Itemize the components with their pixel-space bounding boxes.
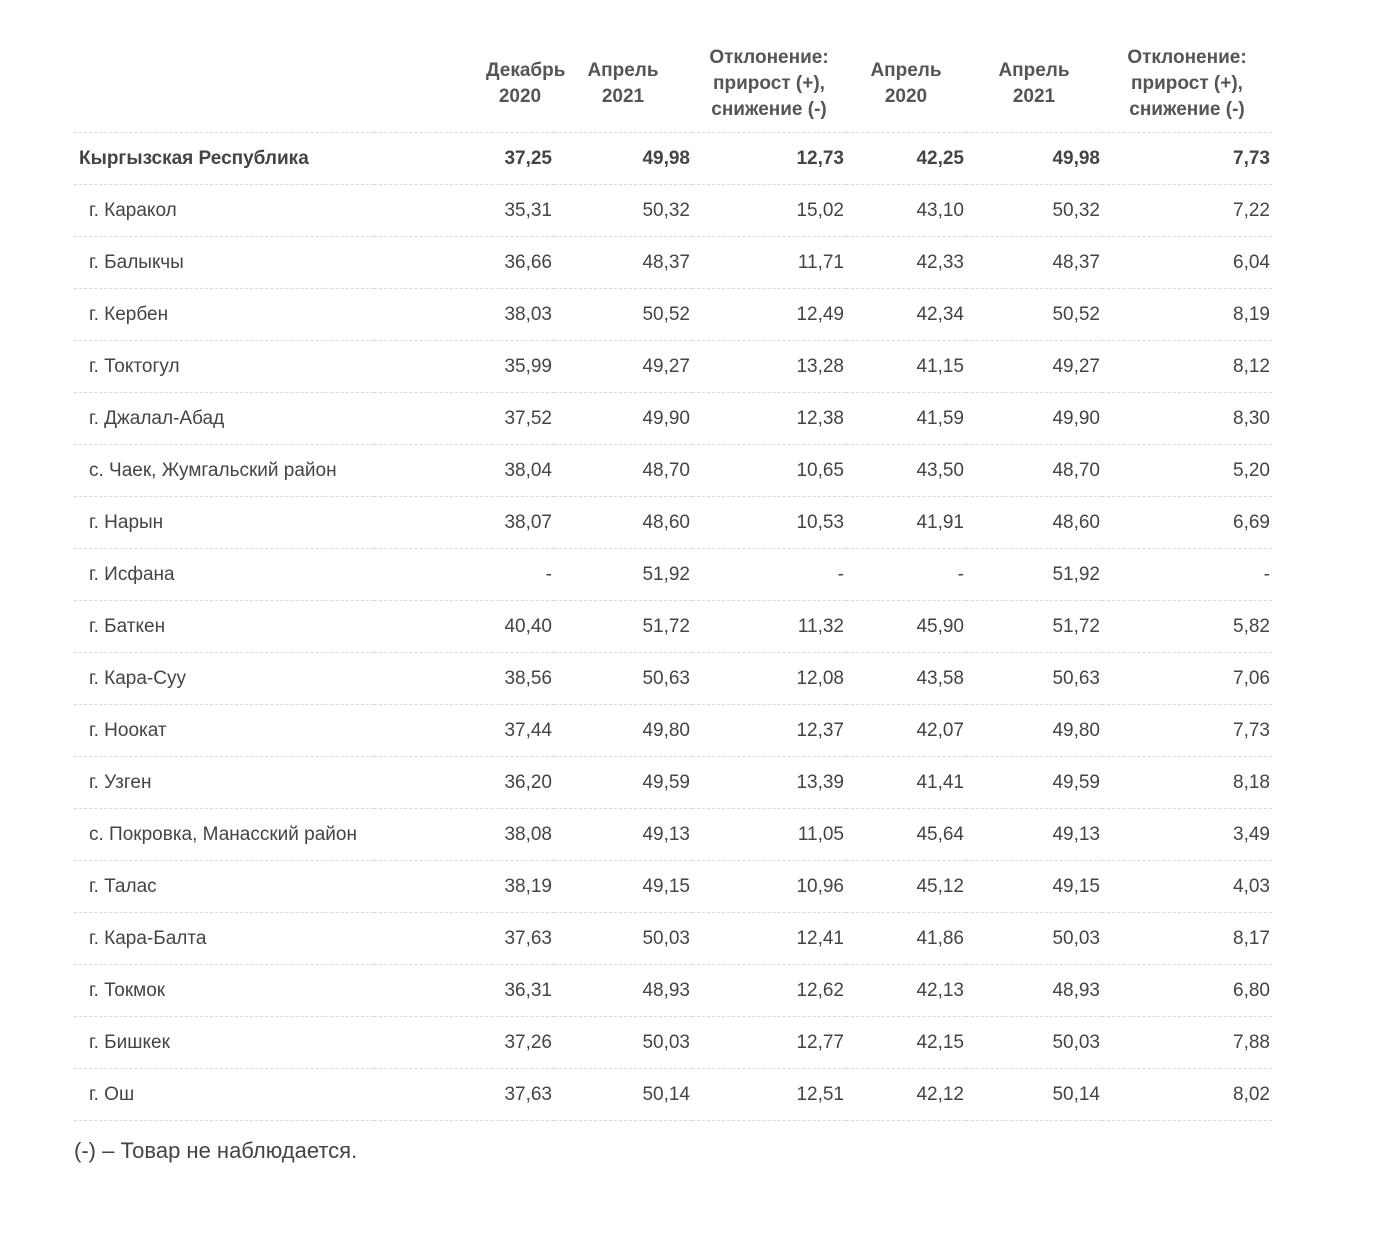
table-row <box>74 965 1272 1017</box>
value-cell: 7,88 <box>1102 1017 1272 1069</box>
footnote: (-) – Товар не наблюдается. <box>74 1138 358 1163</box>
value-cell: 12,49 <box>692 289 846 341</box>
region-cell: г. Токтогул <box>74 341 374 393</box>
value-cell: 37,63 <box>374 1069 554 1121</box>
value-cell: 8,19 <box>1102 289 1272 341</box>
region-cell: г. Талас <box>74 861 374 913</box>
region-cell: г. Нарын <box>74 497 374 549</box>
header-line: Отклонение: <box>709 47 829 68</box>
value-cell: 8,18 <box>1102 757 1272 809</box>
region-cell: г. Баткен <box>74 601 374 653</box>
value-cell: 45,64 <box>846 809 966 861</box>
value-cell: 50,03 <box>554 1017 692 1069</box>
table-row <box>74 809 1272 861</box>
value-cell: 37,63 <box>374 913 554 965</box>
value-cell: 48,70 <box>966 445 1102 497</box>
value-cell: 12,41 <box>692 913 846 965</box>
region-cell: г. Бишкек <box>74 1017 374 1069</box>
header-line: 2020 <box>498 86 542 107</box>
table-row <box>74 445 1272 497</box>
value-cell: 7,22 <box>1102 185 1272 237</box>
header-line: Апрель <box>870 60 942 81</box>
header-line: Апрель <box>998 60 1070 81</box>
value-cell: 8,17 <box>1102 913 1272 965</box>
value-cell: 43,50 <box>846 445 966 497</box>
region-cell: с. Чаек, Жумгальский район <box>74 445 374 497</box>
header-line: 2020 <box>884 86 928 107</box>
header-line: Апрель <box>587 60 659 81</box>
value-cell: 12,37 <box>692 705 846 757</box>
header-line: снижение (-) <box>711 99 827 120</box>
value-cell: 42,07 <box>846 705 966 757</box>
table-row <box>74 861 1272 913</box>
header-line: 2021 <box>601 86 645 107</box>
table-row <box>74 549 1272 601</box>
value-cell: 41,59 <box>846 393 966 445</box>
value-cell: 50,03 <box>966 1017 1102 1069</box>
value-cell: 38,19 <box>374 861 554 913</box>
value-cell: 51,92 <box>554 549 692 601</box>
value-cell: 50,32 <box>966 185 1102 237</box>
value-cell: 49,59 <box>554 757 692 809</box>
value-cell: 50,63 <box>554 653 692 705</box>
region-cell: г. Ош <box>74 1069 374 1121</box>
value-cell: 49,59 <box>966 757 1102 809</box>
value-cell: - <box>374 549 554 601</box>
value-cell: - <box>692 549 846 601</box>
value-cell: 42,25 <box>846 133 966 185</box>
value-cell: 50,03 <box>966 913 1102 965</box>
value-cell: 49,13 <box>966 809 1102 861</box>
table-row <box>74 237 1272 289</box>
header-col-3 <box>692 36 846 133</box>
header-line: прирост (+), <box>1131 73 1243 94</box>
region-cell: г. Узген <box>74 757 374 809</box>
value-cell: 48,70 <box>554 445 692 497</box>
header-col-5 <box>966 36 1102 133</box>
value-cell: 10,65 <box>692 445 846 497</box>
value-cell: 7,73 <box>1102 705 1272 757</box>
value-cell: 50,14 <box>554 1069 692 1121</box>
value-cell: 36,66 <box>374 237 554 289</box>
value-cell: 49,27 <box>554 341 692 393</box>
value-cell: 12,51 <box>692 1069 846 1121</box>
value-cell: 41,15 <box>846 341 966 393</box>
value-cell: 11,05 <box>692 809 846 861</box>
value-cell: 8,30 <box>1102 393 1272 445</box>
region-cell: г. Токмок <box>74 965 374 1017</box>
value-cell: 38,08 <box>374 809 554 861</box>
value-cell: 12,08 <box>692 653 846 705</box>
region-cell: г. Джалал-Абад <box>74 393 374 445</box>
table-row <box>74 185 1272 237</box>
value-cell: 41,86 <box>846 913 966 965</box>
region-cell: г. Исфана <box>74 549 374 601</box>
table-row <box>74 393 1272 445</box>
value-cell: 50,03 <box>554 913 692 965</box>
value-cell: 5,82 <box>1102 601 1272 653</box>
header-col-2 <box>554 36 692 133</box>
value-cell: 40,40 <box>374 601 554 653</box>
header-line: Отклонение: <box>1127 47 1247 68</box>
table-row <box>74 705 1272 757</box>
value-cell: 42,12 <box>846 1069 966 1121</box>
value-cell: 42,33 <box>846 237 966 289</box>
value-cell: 12,62 <box>692 965 846 1017</box>
value-cell: 3,49 <box>1102 809 1272 861</box>
value-cell: 51,92 <box>966 549 1102 601</box>
value-cell: 38,07 <box>374 497 554 549</box>
value-cell: 6,04 <box>1102 237 1272 289</box>
value-cell: 48,60 <box>554 497 692 549</box>
table-row <box>74 653 1272 705</box>
value-cell: 49,13 <box>554 809 692 861</box>
value-cell: 50,63 <box>966 653 1102 705</box>
table-row <box>74 757 1272 809</box>
table-row <box>74 341 1272 393</box>
value-cell: 43,10 <box>846 185 966 237</box>
header-row <box>74 36 1272 133</box>
value-cell: 48,93 <box>966 965 1102 1017</box>
value-cell: 11,71 <box>692 237 846 289</box>
value-cell: 49,15 <box>554 861 692 913</box>
value-cell: 42,15 <box>846 1017 966 1069</box>
value-cell: 38,03 <box>374 289 554 341</box>
value-cell: 36,31 <box>374 965 554 1017</box>
region-cell: г. Каракол <box>74 185 374 237</box>
value-cell: 8,12 <box>1102 341 1272 393</box>
header-col-4 <box>846 36 966 133</box>
header-region <box>74 36 374 133</box>
region-cell: г. Балыкчы <box>74 237 374 289</box>
value-cell: 48,37 <box>966 237 1102 289</box>
value-cell: 48,37 <box>554 237 692 289</box>
value-cell: 35,31 <box>374 185 554 237</box>
value-cell: 13,28 <box>692 341 846 393</box>
region-cell: г. Кара-Балта <box>74 913 374 965</box>
value-cell: 50,32 <box>554 185 692 237</box>
header-col-6 <box>1102 36 1272 133</box>
table-row <box>74 289 1272 341</box>
value-cell: 7,06 <box>1102 653 1272 705</box>
value-cell: 51,72 <box>554 601 692 653</box>
value-cell: 36,20 <box>374 757 554 809</box>
value-cell: 12,38 <box>692 393 846 445</box>
table-row <box>74 1017 1272 1069</box>
value-cell: 41,41 <box>846 757 966 809</box>
region-cell: г. Кербен <box>74 289 374 341</box>
value-cell: 50,52 <box>554 289 692 341</box>
value-cell: 6,69 <box>1102 497 1272 549</box>
value-cell: 38,56 <box>374 653 554 705</box>
value-cell: 11,32 <box>692 601 846 653</box>
value-cell: 49,90 <box>966 393 1102 445</box>
value-cell: 45,90 <box>846 601 966 653</box>
price-table <box>74 36 1272 1121</box>
value-cell: 10,53 <box>692 497 846 549</box>
header-col-1 <box>374 36 566 133</box>
region-cell: г. Ноокат <box>74 705 374 757</box>
value-cell: 51,72 <box>966 601 1102 653</box>
value-cell: 4,03 <box>1102 861 1272 913</box>
region-cell: Кыргызская Республика <box>74 133 374 185</box>
value-cell: 49,27 <box>966 341 1102 393</box>
value-cell: 35,99 <box>374 341 554 393</box>
value-cell: 50,52 <box>966 289 1102 341</box>
price-table-grid <box>74 36 1272 1121</box>
value-cell: 49,15 <box>966 861 1102 913</box>
value-cell: 42,13 <box>846 965 966 1017</box>
table-row <box>74 1069 1272 1121</box>
value-cell: 42,34 <box>846 289 966 341</box>
value-cell: 43,58 <box>846 653 966 705</box>
value-cell: 10,96 <box>692 861 846 913</box>
table-row <box>74 497 1272 549</box>
value-cell: 6,80 <box>1102 965 1272 1017</box>
value-cell: 5,20 <box>1102 445 1272 497</box>
value-cell: 12,73 <box>692 133 846 185</box>
value-cell: 12,77 <box>692 1017 846 1069</box>
value-cell: 45,12 <box>846 861 966 913</box>
value-cell: 37,44 <box>374 705 554 757</box>
value-cell: 48,60 <box>966 497 1102 549</box>
value-cell: - <box>846 549 966 601</box>
header-line: 2021 <box>1012 86 1056 107</box>
value-cell: 49,90 <box>554 393 692 445</box>
value-cell: 8,02 <box>1102 1069 1272 1121</box>
table-row <box>74 913 1272 965</box>
value-cell: 38,04 <box>374 445 554 497</box>
region-cell: г. Кара-Суу <box>74 653 374 705</box>
value-cell: 48,93 <box>554 965 692 1017</box>
value-cell: 7,73 <box>1102 133 1272 185</box>
header-line: Декабрь <box>486 60 566 81</box>
value-cell: 41,91 <box>846 497 966 549</box>
table-body <box>74 133 1272 1121</box>
value-cell: 37,52 <box>374 393 554 445</box>
value-cell: 50,14 <box>966 1069 1102 1121</box>
value-cell: 15,02 <box>692 185 846 237</box>
header-line: прирост (+), <box>713 73 825 94</box>
value-cell: - <box>1102 549 1272 601</box>
header-line: снижение (-) <box>1129 99 1245 120</box>
value-cell: 49,98 <box>554 133 692 185</box>
value-cell: 49,80 <box>554 705 692 757</box>
value-cell: 37,26 <box>374 1017 554 1069</box>
value-cell: 13,39 <box>692 757 846 809</box>
region-cell: с. Покровка, Манасский район <box>74 809 374 861</box>
value-cell: 37,25 <box>374 133 554 185</box>
table-header <box>74 36 1272 133</box>
table-row <box>74 601 1272 653</box>
table-row <box>74 133 1272 185</box>
value-cell: 49,98 <box>966 133 1102 185</box>
value-cell: 49,80 <box>966 705 1102 757</box>
